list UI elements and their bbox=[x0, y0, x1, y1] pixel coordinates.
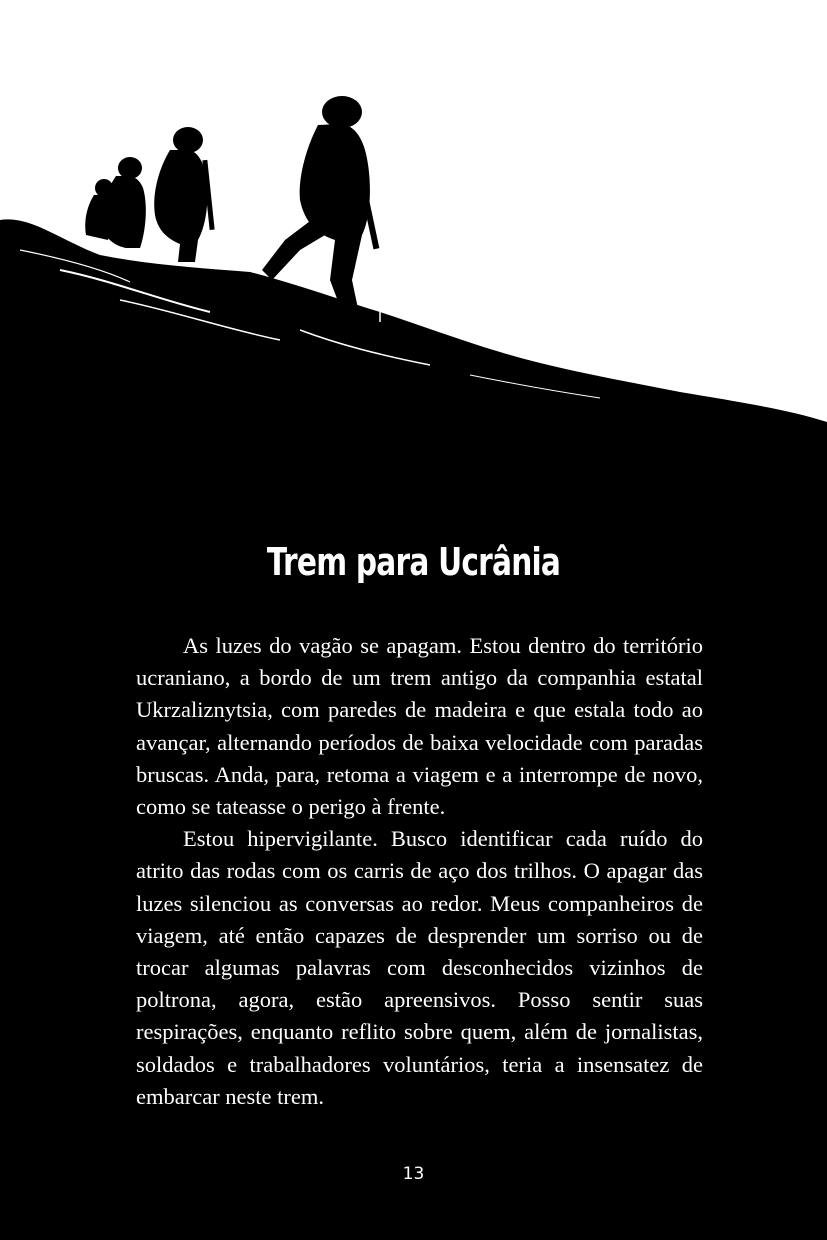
chapter-body-text bbox=[136, 630, 703, 1113]
paragraph-2: Estou hipervigilante. Busco identificar cada ruído do atrito das rodas com os carris de aço dos trilhos. O apagar das luzes silenciou as conversas ao redor. Meus companheiros de viagem, até então capazes de desprender um sorriso ou de trocar algumas palavras com desconhecidos vizinhos de poltrona, agora, estão apreensivos. Posso sentir suas respirações, enquanto reflito sobre quem, além de jornalistas, soldados e trabalhadores voluntários, teria a insensatez de embarcar neste trem. bbox=[136, 826, 703, 1109]
paragraph-1: As luzes do vagão se apagam. Estou dentro do território ucraniano, a bordo de um trem antigo da companhia estatal Ukrzaliznytsia, com paredes de madeira e que estala todo ao avançar, alternando períodos de baixa velocidade com paradas bruscas. Anda, para, retoma a viagem e a interrompe de novo, como se tateasse o perigo à frente. bbox=[136, 633, 703, 820]
page-number: 13 bbox=[402, 1164, 425, 1184]
soldiers-silhouette-illustration bbox=[0, 0, 827, 440]
chapter-title: Trem para Ucrânia bbox=[266, 540, 561, 584]
